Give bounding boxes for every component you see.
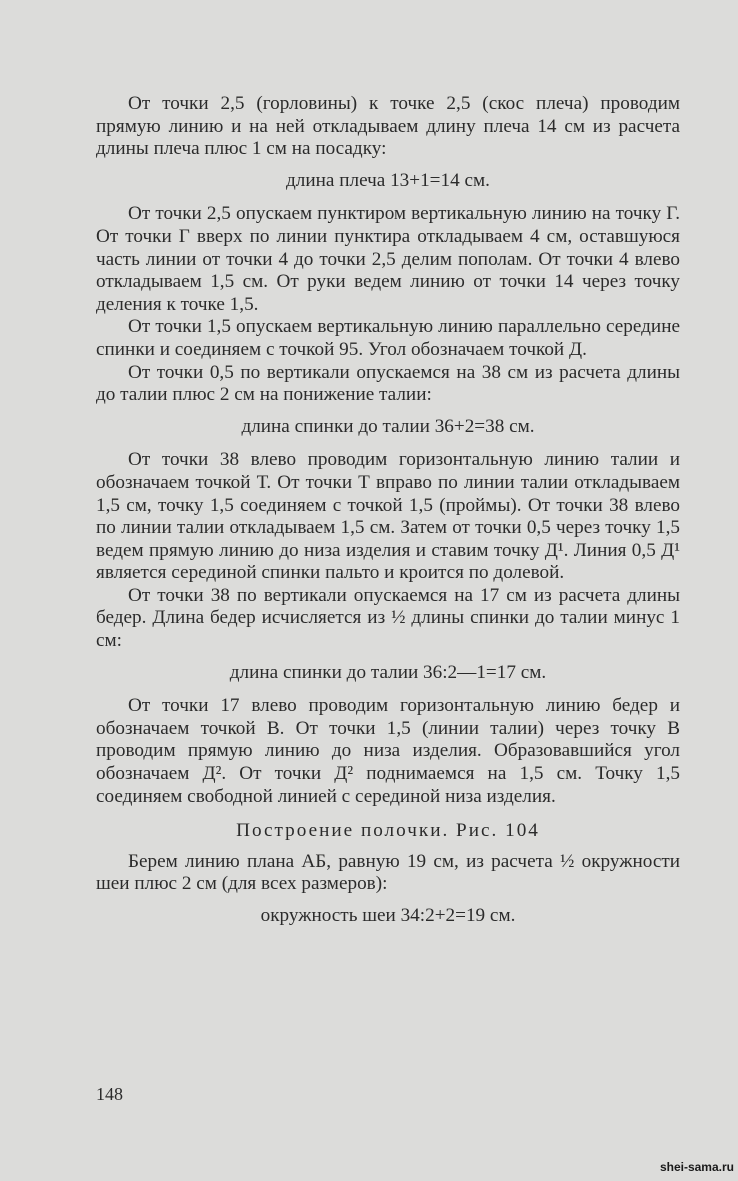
paragraph: От точки 2,5 опускаем пунктиром вертикальную линию на точку Г. От точки Г вверх по линии пунктира откладываем 4 см, оставшуюся часть линии от точки 4 до точки 2,5 делим пополам. От точки 4 влево откладываем 1,5 см. От руки ведем линию от точки 14 через точку деления к точке 1,5. bbox=[96, 203, 680, 315]
paragraph: От точки 1,5 опускаем вертикальную линию параллельно середине спинки и соединяем с точкой 95. Угол обозначаем точкой Д. bbox=[96, 316, 680, 360]
page-body bbox=[96, 93, 680, 939]
watermark: shei-sama.ru bbox=[659, 1160, 734, 1174]
paragraph: От точки 38 влево проводим горизонтальную линию талии и обозначаем точкой Т. От точки Т вправо по линии талии откладываем 1,5 см, точку 1,5 соединяем с точкой 1,5 (проймы). От точки 38 влево по линии талии откладываем 1,5 см. Затем от точки 0,5 через точку 1,5 ведем прямую линию до низа изделия и ставим точку Д¹. Линия 0,5 Д¹ является серединой спинки пальто и кроится по долевой. bbox=[96, 449, 680, 584]
paragraph: Берем линию плана АБ, равную 19 см, из расчета ½ окружности шеи плюс 2 см (для всех размеров): bbox=[96, 850, 680, 895]
formula: длина спинки до талии 36+2=38 см. bbox=[241, 415, 535, 437]
formula: длина плеча 13+1=14 см. bbox=[286, 169, 490, 191]
formula: длина спинки до талии 36:2—1=17 см. bbox=[229, 661, 547, 683]
paragraph: От точки 0,5 по вертикали опускаемся на 38 см из расчета длины до талии плюс 2 см на понижение талии: bbox=[96, 361, 680, 406]
paragraph: От точки 17 влево проводим горизонтальную линию бедер и обозначаем точкой В. От точки 1,5 (линии талии) через точку В проводим прямую линию до низа изделия. Образовавшийся угол обозначаем Д². От точки Д² поднимаемся на 1,5 см. Точку 1,5 соединяем свободной линией с серединой низа изделия. bbox=[96, 695, 680, 807]
section-heading: Построение полочки. Рис. 104 bbox=[236, 820, 540, 842]
paragraph: От точки 2,5 (горловины) к точке 2,5 (скос плеча) проводим прямую линию и на ней откладываем длину плеча 14 см из расчета длины плеча плюс 1 см на посадку: bbox=[96, 93, 680, 160]
page-number: 148 bbox=[96, 1084, 123, 1104]
formula: окружность шеи 34:2+2=19 см. bbox=[260, 905, 516, 926]
paragraph: От точки 38 по вертикали опускаемся на 17 см из расчета длины бедер. Длина бедер исчисляется из ½ длины спинки до талии минус 1 см: bbox=[96, 584, 680, 652]
